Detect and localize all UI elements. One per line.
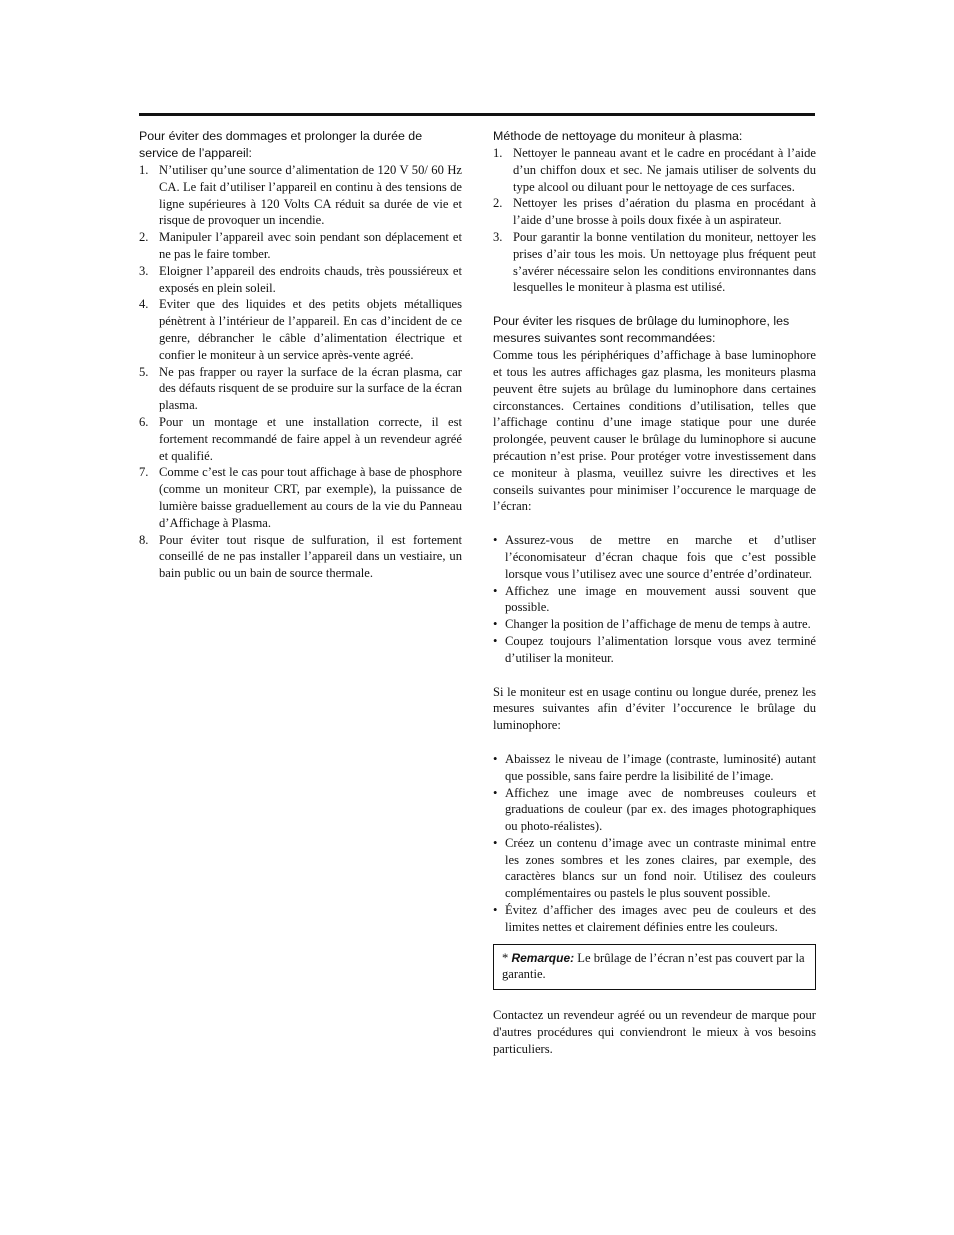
warranty-note-box xyxy=(493,944,816,991)
cleaning-heading: Méthode de nettoyage du moniteur à plasma: xyxy=(493,129,743,143)
list-item: • Coupez toujours l’alimentation lorsque vous avez terminé d’utiliser la moniteur. xyxy=(493,633,816,665)
list-item: 3. Eloigner l’appareil des endroits chauds, très poussiéreux et exposés en plein soleil. xyxy=(139,263,462,295)
list-item: • Changer la position de l’affichage de menu de temps à autre. xyxy=(493,617,811,632)
list-item: 4. Eviter que des liquides et des petits objets métalliques pénètrent à l’intérieur de l’appareil. En cas d’incident de ce genre, débrancher le câble d’alimentation électrique et confier le moniteur à un service après-vente agréé. xyxy=(139,297,462,362)
list-item: 1. N’utiliser qu’une source d’alimentation de 120 V 50/ 60 Hz CA. Le fait d’utiliser l’appareil en continu à des tensions de ligne supérieures à 120 Volts CA réduit sa durée de vie et risque de provoquer un incendie. xyxy=(139,163,462,228)
list-item: 2. Nettoyer les prises d’aération du plasma en procédant à l’aide d’une brosse à poils doux fixée à un aspirateur. xyxy=(493,196,816,228)
list-item: 6. Pour un montage et une installation correcte, il est fortement recommandé de faire appel à un revendeur agréé et qualifié. xyxy=(139,414,462,463)
list-item: 5. Ne pas frapper ou rayer la surface de la écran plasma, car des défauts risquent de se produire sur la surface de la écran plasma. xyxy=(139,364,462,413)
damage-prevention-list xyxy=(139,162,462,582)
damage-prevention-heading: Pour éviter des dommages et prolonger la durée de service de l’appareil: xyxy=(139,129,423,160)
top-rule xyxy=(139,113,815,116)
list-item: 1. Nettoyer le panneau avant et le cadre en procédant à l’aide d’un chiffon doux et sec. Ne jamais utiliser de solvents du type alcool ou diluant pour le nettoyage de ces surfaces. xyxy=(493,146,816,194)
burn-in-heading: Pour éviter les risques de brûlage du luminophore, les mesures suivantes sont recommandées: xyxy=(493,314,790,346)
note-label: Remarque: xyxy=(511,950,575,965)
list-item: 3. Pour garantir la bonne ventilation du moniteur, nettoyer les prises d’air tous les mois. Un nettoyage plus fréquent peut s’avérer nécessaire selon les conditions environnantes dans lesquelles le moniteur à plasma est utilisé. xyxy=(493,229,816,295)
note-asterisk: * xyxy=(502,950,509,965)
list-item: • Affichez une image avec de nombreuses couleurs et graduations de couleur (par ex. des images photographiques ou photo-réalistes). xyxy=(493,785,816,834)
cleaning-list xyxy=(493,145,816,296)
continuous-use-list xyxy=(493,751,816,936)
list-item: • Affichez une image en mouvement aussi souvent que possible. xyxy=(493,583,816,615)
list-item: • Évitez d’afficher des images avec peu de couleurs et des limites nettes et clairement définies entre les couleurs. xyxy=(493,903,816,934)
list-item: 7. Comme c’est le cas pour tout affichage à base de phosphore (comme un moniteur CRT, par exemple), la puissance de lumière baisse graduellement au cours de la vie du Panneau d’Affichage à Plasma. xyxy=(139,465,462,530)
burn-in-tips-list xyxy=(493,532,816,666)
left-column xyxy=(139,128,462,582)
right-column xyxy=(493,128,816,1058)
list-item: 8. Pour éviter tout risque de sulfuration, il est fortement conseillé de ne pas installer l’appareil dans un vestiaire, un bain public ou un bain de source thermale. xyxy=(139,532,462,581)
list-item: • Assurez-vous de mettre en marche et d’utliser l’économisateur d’écran chaque fois que c’est possible lorsque vous l’utilisez avec une source d’entrée d’ordinateur. xyxy=(493,533,816,581)
list-item: • Abaissez le niveau de l’image (contraste, luminosité) autant que possible, sans faire perdre la lisibilité de l’image. xyxy=(493,751,816,783)
burn-in-intro: Comme tous les périphériques d’affichage à base luminophore et tous les autres affichages gaz plasma, les moniteurs plasma peuvent être sujets au brûlage du luminophore dans certaines circonstances. Certaines conditions d’utilisation, telles que l’affichage continu d’une image statique pour une durée prolongée, peuvent causer le brûlage du luminophore si aucune précaution n’est prise. Pour protéger votre investissement dans ce moniteur à plasma, veuillez suivre les directives et les conseils suivantes pour minimiser l’occurence le marquage de l’écran: xyxy=(493,348,816,514)
list-item: 2. Manipuler l’appareil avec soin pendant son déplacement et ne pas le faire tomber. xyxy=(139,230,462,261)
contact-text: Contactez un revendeur agréé ou un revendeur de marque pour d'autres procédures qui conviendront le mieux à vos besoins particuliers. xyxy=(493,1008,816,1056)
note-text: Le brûlage de l’écran n’est pas couvert par la garantie. xyxy=(502,950,805,982)
continuous-use-text: Si le moniteur est en usage continu ou longue durée, prenez les mesures suivantes afin d’éviter l’occurence le brûlage du luminophore: xyxy=(493,684,816,733)
list-item: • Créez un contenu d’image avec un contraste minimal entre les zones sombres et les zones claires, par exemple, des caractères blancs sur un fond noir. Utilisez des couleurs complémentaires ou pastels le plus souvent possible. xyxy=(493,835,816,901)
